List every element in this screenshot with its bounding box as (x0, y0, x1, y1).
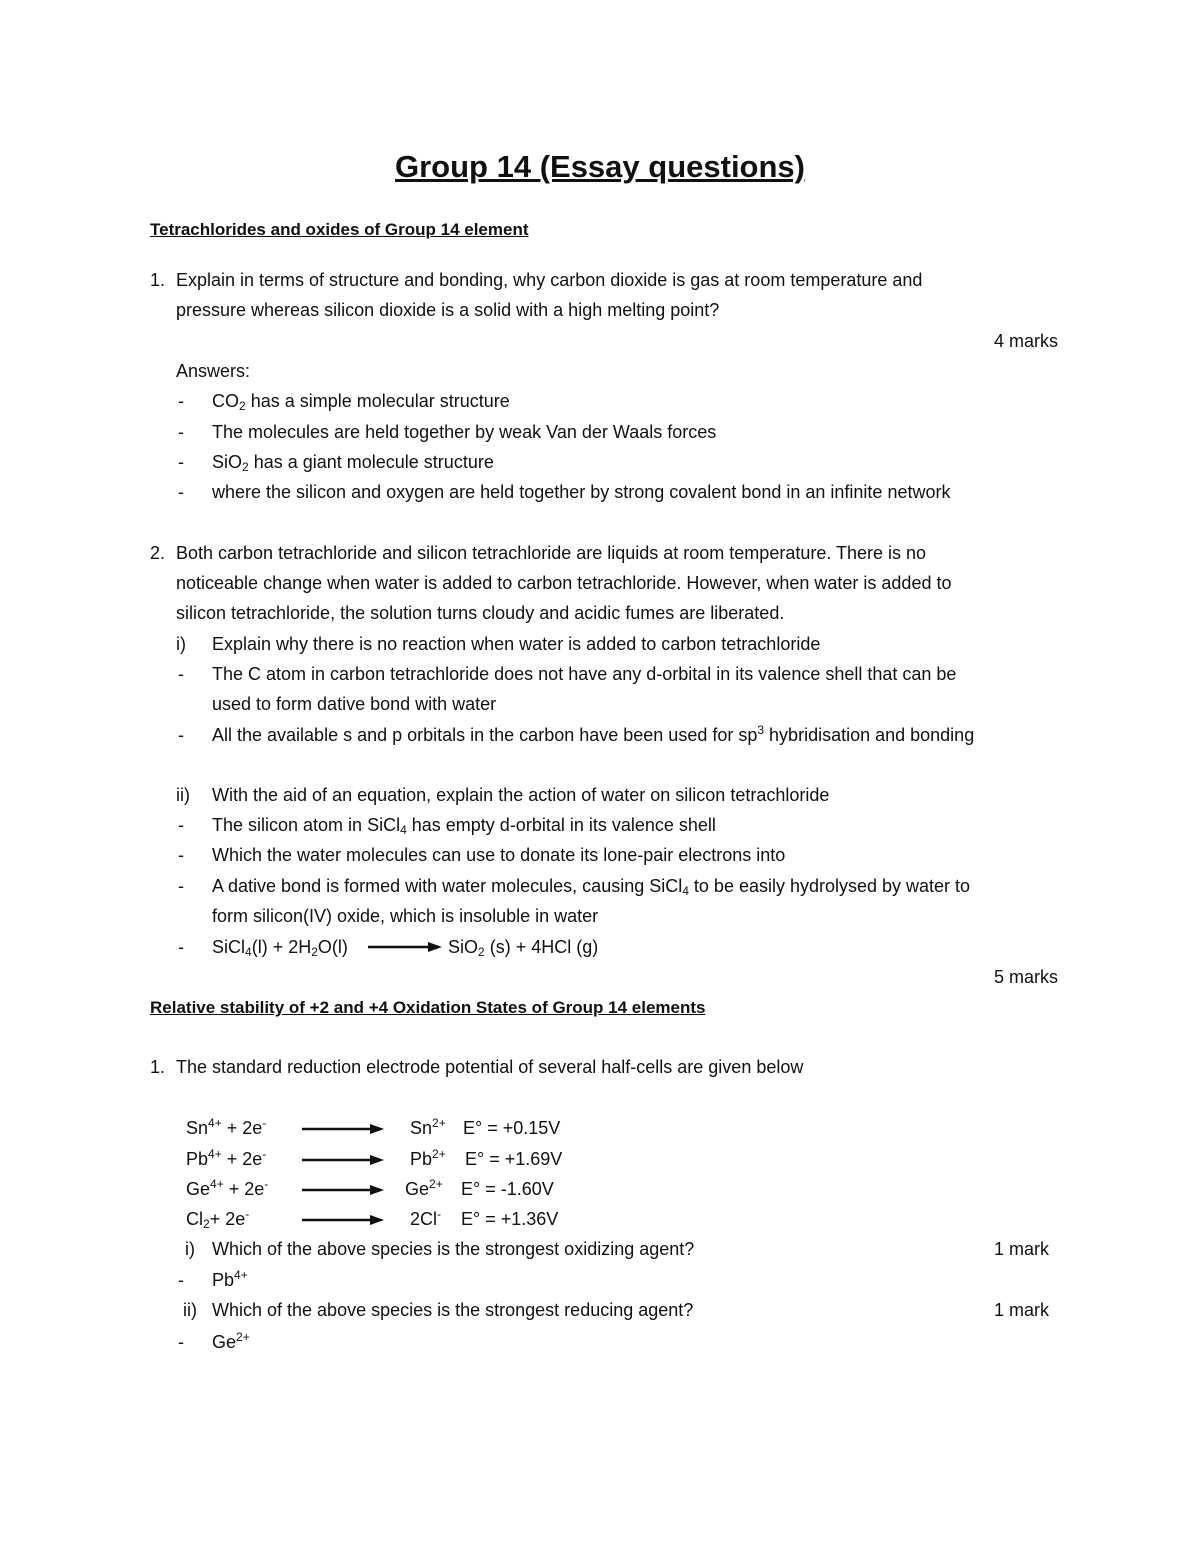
answer-line: $Pb^{4+}$ (212, 1268, 248, 1290)
marks-label: 4 marks (993, 331, 1058, 351)
reaction-lhs: $Pb^{4+} + 2e^-$ (186, 1147, 267, 1169)
bullet-dash: - (178, 1332, 184, 1352)
answer-line: Which the water molecules can use to donate its lone-pair electrons into (212, 845, 786, 865)
answer-line: $Ge^{2+}$ (212, 1330, 250, 1352)
subquestion-text: Which of the above species is the strongest oxidizing agent? (212, 1239, 695, 1259)
answer-line: where the silicon and oxygen are held together by strong covalent bond in an infinite network (212, 482, 951, 502)
answer-line: A dative bond is formed with water molecules, causing SiCl$_4$ to be easily hydrolysed by water to (212, 876, 971, 898)
subquestion-label: ii) (183, 1300, 197, 1320)
answer-line: The molecules are held together by weak Van der Waals forces (212, 422, 717, 442)
reaction-rhs: $Ge^{2+}$ (405, 1177, 443, 1199)
reaction-rhs: 2Cl- (410, 1207, 442, 1229)
electrode-potential: E° = +0.15V (463, 1118, 561, 1138)
page-title: Group 14 (Essay questions) (395, 149, 805, 184)
answer-line: SiO$_2$ has a giant molecule structure (212, 452, 494, 474)
answer-line: used to form dative bond with water (212, 694, 497, 714)
bullet-dash: - (178, 725, 184, 745)
question-number: 1. (150, 270, 166, 290)
question-text: The standard reduction electrode potential of several half-cells are given below (176, 1057, 804, 1077)
answer-line: form silicon(IV) oxide, which is insoluble in water (212, 906, 599, 926)
reaction-arrow-icon (302, 1182, 386, 1198)
reaction-arrow-icon (368, 939, 444, 955)
question-number: 2. (150, 543, 166, 563)
question-text: pressure whereas silicon dioxide is a solid with a high melting point? (176, 300, 720, 320)
subquestion-text: Which of the above species is the strongest reducing agent? (212, 1300, 694, 1320)
subquestion-label: ii) (176, 785, 190, 805)
bullet-dash: - (178, 937, 184, 957)
reaction-rhs: $Sn^{2+}$ (410, 1116, 446, 1138)
subquestion-label: i) (176, 634, 186, 654)
subquestion-label: i) (185, 1239, 195, 1259)
answer-line: The silicon atom in SiCl$_4$ has empty d-orbital in its valence shell (212, 815, 716, 837)
bullet-dash: - (178, 845, 184, 865)
answers-label: Answers: (176, 361, 251, 381)
answer-line: The C atom in carbon tetrachloride does not have any d-orbital in its valence shell that can be (212, 664, 957, 684)
marks-label: 5 marks (993, 967, 1058, 987)
marks-label: 1 mark (993, 1300, 1049, 1320)
question-text: Both carbon tetrachloride and silicon tetrachloride are liquids at room temperature. There is no (176, 543, 927, 563)
equation-rhs: SiO$_2$ (s) + 4HCl (g) (448, 937, 599, 959)
reaction-rhs: $Pb^{2+}$ (410, 1147, 446, 1169)
marks-label: 1 mark (993, 1239, 1049, 1259)
section-heading-tetrachlorides: Tetrachlorides and oxides of Group 14 element (150, 220, 529, 239)
equation-lhs: SiCl$_4$(l) + $2H_2O(l)$ (212, 937, 348, 959)
section-heading-oxidation-states: Relative stability of +2 and +4 Oxidation States of Group 14 elements (150, 998, 706, 1017)
question-number: 1. (150, 1057, 166, 1077)
electrode-potential: E° = +1.36V (461, 1209, 559, 1229)
bullet-dash: - (178, 815, 184, 835)
question-text: Explain in terms of structure and bonding, why carbon dioxide is gas at room temperature and (176, 270, 923, 290)
reaction-lhs: $Sn^{4+} + 2e^-$ (186, 1116, 267, 1138)
electrode-potential: E° = -1.60V (461, 1179, 554, 1199)
electrode-potential: E° = +1.69V (465, 1149, 563, 1169)
reaction-lhs: $Ge^{4+} + 2e^-$ (186, 1177, 269, 1199)
subquestion-text: Explain why there is no reaction when water is added to carbon tetrachloride (212, 634, 821, 654)
reaction-arrow-icon (302, 1152, 386, 1168)
reaction-lhs: $Cl_2+ 2e^-$ (186, 1207, 250, 1231)
question-text: silicon tetrachloride, the solution turns cloudy and acidic fumes are liberated. (176, 603, 785, 623)
reaction-arrow-icon (302, 1121, 386, 1137)
bullet-dash: - (178, 391, 184, 411)
reaction-arrow-icon (302, 1212, 386, 1228)
bullet-dash: - (178, 664, 184, 684)
bullet-dash: - (178, 1270, 184, 1290)
bullet-dash: - (178, 422, 184, 442)
subquestion-text: With the aid of an equation, explain the action of water on silicon tetrachloride (212, 785, 830, 805)
bullet-dash: - (178, 876, 184, 896)
bullet-dash: - (178, 482, 184, 502)
question-text: noticeable change when water is added to carbon tetrachloride. However, when water is added to (176, 573, 952, 593)
answer-line: All the available s and p orbitals in the carbon have been used for $sp^3$ hybridisation and bonding (212, 723, 975, 745)
bullet-dash: - (178, 452, 184, 472)
answer-line: $CO_2$ has a simple molecular structure (212, 391, 510, 413)
